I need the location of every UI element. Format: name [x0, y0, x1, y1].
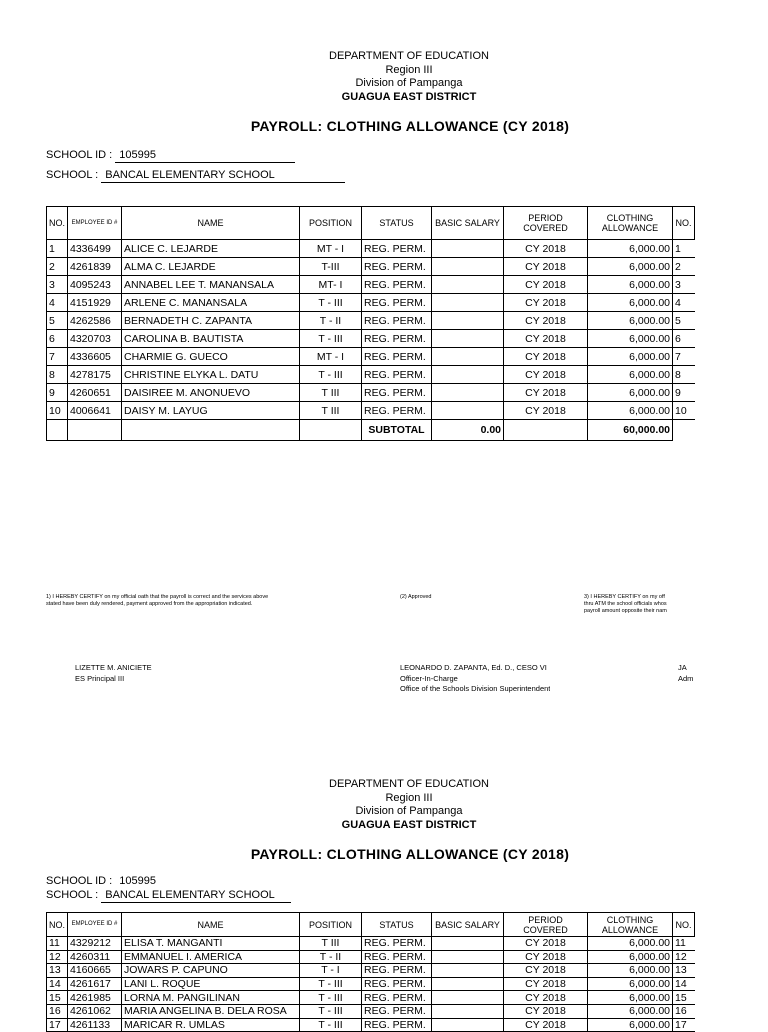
row-allowance: 6,000.00	[588, 1018, 673, 1032]
row-period: CY 2018	[504, 240, 588, 258]
col-clothing-allowance: CLOTHING ALLOWANCE	[588, 913, 673, 937]
school-id-label: SCHOOL ID :	[46, 875, 113, 887]
row-position: T III	[300, 384, 362, 402]
row-no: 1	[47, 240, 68, 258]
row-name: ALMA C. LEJARDE	[122, 258, 300, 276]
signatory-2-office: Office of the Schools Division Superintendent	[400, 684, 551, 693]
table-row	[47, 1018, 695, 1032]
row-no: 15	[47, 991, 68, 1005]
row-employee-id: 4160665	[68, 964, 122, 978]
row-basic-salary	[432, 1004, 504, 1018]
subtotal-salary: 0.00	[432, 420, 504, 441]
school-id-value: 105995	[119, 875, 156, 887]
row-employee-id: 4278175	[68, 366, 122, 384]
col-no-right: NO.	[673, 207, 695, 240]
row-period: CY 2018	[504, 384, 588, 402]
table-row	[47, 1004, 695, 1018]
row-name: JOWARS P. CAPUNO	[122, 964, 300, 978]
row-allowance: 6,000.00	[588, 366, 673, 384]
row-name: ANNABEL LEE T. MANANSALA	[122, 276, 300, 294]
row-position: T - III	[300, 977, 362, 991]
school-id-label: SCHOOL ID :	[46, 149, 113, 161]
row-status: REG. PERM.	[362, 276, 432, 294]
row-no-right: 8	[673, 366, 695, 384]
row-period: CY 2018	[504, 276, 588, 294]
row-status: REG. PERM.	[362, 937, 432, 951]
cert3-line1: 3) I HEREBY CERTIFY on my off	[584, 594, 665, 600]
row-no: 3	[47, 276, 68, 294]
col-period-covered: PERIOD COVERED	[504, 207, 588, 240]
col-no: NO.	[47, 913, 68, 937]
signatory-2-name: LEONARDO D. ZAPANTA, Ed. D., CESO VI	[400, 663, 547, 672]
school-name-field-2	[46, 889, 291, 903]
table-row	[47, 937, 695, 951]
subtotal-label: SUBTOTAL	[362, 420, 432, 441]
header-dept: DEPARTMENT OF EDUCATION	[329, 778, 489, 790]
row-no-right: 2	[673, 258, 695, 276]
row-allowance: 6,000.00	[588, 276, 673, 294]
school-name-label: SCHOOL :	[46, 889, 99, 901]
col-status: STATUS	[362, 913, 432, 937]
col-employee-id: EMPLOYEE ID #	[68, 207, 122, 240]
row-allowance: 6,000.00	[588, 991, 673, 1005]
row-no: 11	[47, 937, 68, 951]
row-basic-salary	[432, 937, 504, 951]
school-name-value: BANCAL ELEMENTARY SCHOOL	[101, 169, 345, 183]
row-employee-id: 4262586	[68, 312, 122, 330]
row-basic-salary	[432, 977, 504, 991]
col-position: POSITION	[300, 913, 362, 937]
row-allowance: 6,000.00	[588, 312, 673, 330]
col-basic-salary: BASIC SALARY	[432, 913, 504, 937]
row-no: 10	[47, 402, 68, 420]
row-no: 13	[47, 964, 68, 978]
row-employee-id: 4336499	[68, 240, 122, 258]
row-period: CY 2018	[504, 977, 588, 991]
cert3-line2: thru ATM the school officials whos	[584, 601, 667, 607]
row-status: REG. PERM.	[362, 312, 432, 330]
header-region: Region III	[385, 791, 433, 804]
row-basic-salary	[432, 1018, 504, 1032]
row-no-right: 15	[673, 991, 695, 1005]
row-no: 7	[47, 348, 68, 366]
row-name: DAISY M. LAYUG	[122, 402, 300, 420]
row-name: BERNADETH C. ZAPANTA	[122, 312, 300, 330]
row-employee-id: 4261617	[68, 977, 122, 991]
col-status: STATUS	[362, 207, 432, 240]
cert1-line1: 1) I HEREBY CERTIFY on my official oath that the payroll is correct and the services above	[46, 594, 269, 600]
row-position: T - III	[300, 330, 362, 348]
row-no-right: 1	[673, 240, 695, 258]
row-status: REG. PERM.	[362, 1018, 432, 1032]
row-basic-salary	[432, 950, 504, 964]
row-no: 6	[47, 330, 68, 348]
row-period: CY 2018	[504, 366, 588, 384]
row-status: REG. PERM.	[362, 294, 432, 312]
row-period: CY 2018	[504, 294, 588, 312]
row-employee-id: 4095243	[68, 276, 122, 294]
row-name: ELISA T. MANGANTI	[122, 937, 300, 951]
row-allowance: 6,000.00	[588, 402, 673, 420]
row-period: CY 2018	[504, 991, 588, 1005]
row-no-right: 11	[673, 937, 695, 951]
header-district: GUAGUA EAST DISTRICT	[341, 90, 477, 103]
row-status: REG. PERM.	[362, 964, 432, 978]
table-row	[47, 977, 695, 991]
row-name: LORNA M. PANGILINAN	[122, 991, 300, 1005]
cert2-text: (2) Approved	[400, 594, 432, 600]
row-no: 9	[47, 384, 68, 402]
signatory-2-title: Officer-In-Charge	[400, 673, 458, 683]
header-division: Division of Pampanga	[355, 77, 463, 89]
row-no: 5	[47, 312, 68, 330]
row-position: MT - I	[300, 240, 362, 258]
row-employee-id: 4261839	[68, 258, 122, 276]
row-period: CY 2018	[504, 348, 588, 366]
header-dept: DEPARTMENT OF EDUCATION	[329, 50, 489, 62]
row-period: CY 2018	[504, 1018, 588, 1032]
row-no-right: 3	[673, 276, 695, 294]
signatory-3-title: Adm	[678, 673, 694, 683]
row-employee-id: 4260311	[68, 950, 122, 964]
row-no-right: 4	[673, 294, 695, 312]
school-id-value: 105995	[115, 149, 295, 163]
row-status: REG. PERM.	[362, 977, 432, 991]
col-period-covered: PERIOD COVERED	[504, 913, 588, 937]
row-allowance: 6,000.00	[588, 258, 673, 276]
col-basic-salary: BASIC SALARY	[432, 207, 504, 240]
header-division: Division of Pampanga	[355, 805, 463, 817]
subtotal-allowance: 60,000.00	[588, 420, 673, 441]
row-employee-id: 4336605	[68, 348, 122, 366]
row-position: T - I	[300, 964, 362, 978]
row-no: 14	[47, 977, 68, 991]
row-position: T - II	[300, 950, 362, 964]
row-allowance: 6,000.00	[588, 1004, 673, 1018]
row-status: REG. PERM.	[362, 991, 432, 1005]
payroll-table-body-2	[47, 937, 695, 1032]
row-no-right: 10	[673, 402, 695, 420]
header-region: Region III	[385, 63, 433, 76]
row-allowance: 6,000.00	[588, 977, 673, 991]
row-employee-id: 4329212	[68, 937, 122, 951]
row-no-right: 12	[673, 950, 695, 964]
row-no: 16	[47, 1004, 68, 1018]
row-position: T III	[300, 937, 362, 951]
row-status: REG. PERM.	[362, 258, 432, 276]
header-district: GUAGUA EAST DISTRICT	[341, 818, 477, 831]
row-period: CY 2018	[504, 258, 588, 276]
payroll-title: PAYROLL: CLOTHING ALLOWANCE (CY 2018)	[250, 118, 570, 134]
row-name: LANI L. ROQUE	[122, 977, 300, 991]
row-name: CHARMIE G. GUECO	[122, 348, 300, 366]
row-no-right: 13	[673, 964, 695, 978]
table-row	[47, 950, 695, 964]
row-status: REG. PERM.	[362, 384, 432, 402]
row-position: T - III	[300, 1018, 362, 1032]
col-name: NAME	[122, 207, 300, 240]
row-position: T-III	[300, 258, 362, 276]
col-no: NO.	[47, 207, 68, 240]
row-employee-id: 4261133	[68, 1018, 122, 1032]
col-clothing-allowance: CLOTHING ALLOWANCE	[588, 207, 673, 240]
col-position: POSITION	[300, 207, 362, 240]
row-position: T - II	[300, 312, 362, 330]
table-row	[47, 991, 695, 1005]
row-basic-salary	[432, 964, 504, 978]
row-allowance: 6,000.00	[588, 294, 673, 312]
row-allowance: 6,000.00	[588, 964, 673, 978]
row-no-right: 5	[673, 312, 695, 330]
row-allowance: 6,000.00	[588, 348, 673, 366]
row-employee-id: 4260651	[68, 384, 122, 402]
row-period: CY 2018	[504, 402, 588, 420]
signatory-1-title: ES Principal III	[75, 673, 125, 683]
header-block-2	[25, 778, 768, 832]
row-position: T - III	[300, 366, 362, 384]
signatory-1-name: LIZETTE M. ANICIETE	[75, 663, 152, 672]
row-period: CY 2018	[504, 330, 588, 348]
row-allowance: 6,000.00	[588, 384, 673, 402]
row-name: CAROLINA B. BAUTISTA	[122, 330, 300, 348]
row-no-right: 16	[673, 1004, 695, 1018]
table-row	[47, 964, 695, 978]
row-status: REG. PERM.	[362, 950, 432, 964]
row-status: REG. PERM.	[362, 402, 432, 420]
row-period: CY 2018	[504, 937, 588, 951]
row-name: ALICE C. LEJARDE	[122, 240, 300, 258]
cert3-line3: payroll amount opposite their nam	[584, 608, 667, 614]
row-period: CY 2018	[504, 1004, 588, 1018]
school-id-field-2	[46, 875, 156, 887]
row-no-right: 7	[673, 348, 695, 366]
row-no: 8	[47, 366, 68, 384]
row-no: 2	[47, 258, 68, 276]
row-allowance: 6,000.00	[588, 950, 673, 964]
col-employee-id: EMPLOYEE ID #	[68, 913, 122, 937]
row-no: 17	[47, 1018, 68, 1032]
col-no-right: NO.	[673, 913, 695, 937]
row-position: T - III	[300, 991, 362, 1005]
row-no: 12	[47, 950, 68, 964]
row-status: REG. PERM.	[362, 366, 432, 384]
row-allowance: 6,000.00	[588, 937, 673, 951]
row-name: DAISIREE M. ANONUEVO	[122, 384, 300, 402]
payroll-title-2: PAYROLL: CLOTHING ALLOWANCE (CY 2018)	[250, 846, 570, 862]
row-position: T - III	[300, 294, 362, 312]
row-employee-id: 4320703	[68, 330, 122, 348]
row-position: T III	[300, 402, 362, 420]
row-name: MARICAR R. UMLAS	[122, 1018, 300, 1032]
school-name-value: BANCAL ELEMENTARY SCHOOL	[101, 889, 291, 903]
row-no-right: 6	[673, 330, 695, 348]
row-employee-id: 4261062	[68, 1004, 122, 1018]
row-period: CY 2018	[504, 950, 588, 964]
row-status: REG. PERM.	[362, 348, 432, 366]
row-position: MT - I	[300, 348, 362, 366]
row-name: CHRISTINE ELYKA L. DATU	[122, 366, 300, 384]
row-name: ARLENE C. MANANSALA	[122, 294, 300, 312]
row-employee-id: 4261985	[68, 991, 122, 1005]
row-position: T - III	[300, 1004, 362, 1018]
row-period: CY 2018	[504, 312, 588, 330]
row-allowance: 6,000.00	[588, 330, 673, 348]
signatory-3-name: JA	[678, 663, 687, 672]
row-no-right: 14	[673, 977, 695, 991]
row-no-right: 17	[673, 1018, 695, 1032]
row-basic-salary	[432, 991, 504, 1005]
row-name: EMMANUEL I. AMERICA	[122, 950, 300, 964]
school-name-label: SCHOOL :	[46, 169, 99, 181]
row-no-right: 9	[673, 384, 695, 402]
row-employee-id: 4006641	[68, 402, 122, 420]
row-status: REG. PERM.	[362, 1004, 432, 1018]
row-name: MARIA ANGELINA B. DELA ROSA	[122, 1004, 300, 1018]
row-period: CY 2018	[504, 964, 588, 978]
row-allowance: 6,000.00	[588, 240, 673, 258]
payroll-table-2	[46, 912, 695, 1032]
row-employee-id: 4151929	[68, 294, 122, 312]
row-no: 4	[47, 294, 68, 312]
col-name: NAME	[122, 913, 300, 937]
row-position: MT- I	[300, 276, 362, 294]
row-status: REG. PERM.	[362, 240, 432, 258]
row-status: REG. PERM.	[362, 330, 432, 348]
cert1-line2: stated have been duly rendered, payment approved from the appropriation indicated.	[46, 601, 253, 607]
